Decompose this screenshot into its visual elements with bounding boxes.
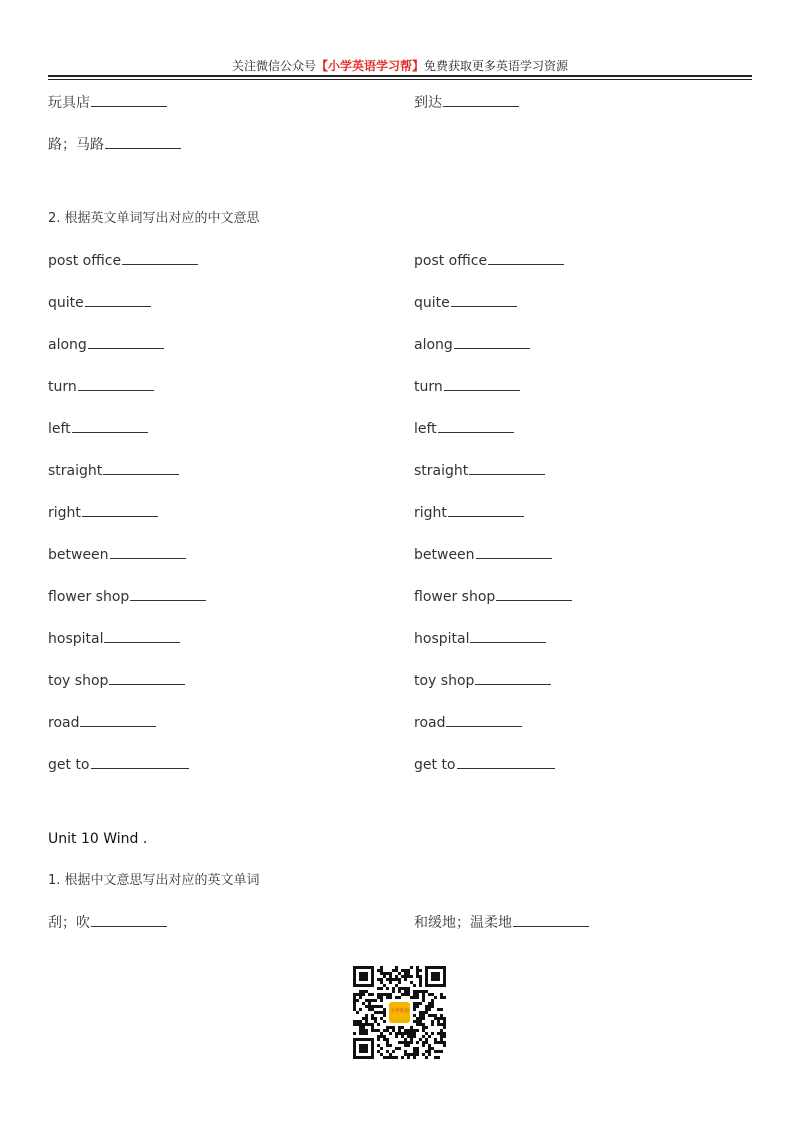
item-label: left [414,421,437,437]
item-label: 玩具店 [48,95,90,111]
answer-blank[interactable] [110,546,186,559]
answer-blank[interactable] [82,504,158,517]
list-item [48,914,167,932]
list-item [48,756,189,774]
list-item [48,136,181,154]
item-label: turn [48,379,77,395]
list-item [414,378,520,396]
section-heading: 1. 根据中文意思写出对应的英文单词 [48,873,260,888]
answer-blank[interactable] [454,336,530,349]
answer-blank[interactable] [85,294,151,307]
item-label: between [414,547,475,563]
section-heading: 2. 根据英文单词写出对应的中文意思 [48,211,260,226]
list-item [48,714,156,732]
item-label: road [48,715,80,731]
item-label: along [48,337,87,353]
item-label: get to [48,757,90,773]
list-item [414,94,519,112]
header-suffix: 免费获取更多英语学习资源 [424,59,569,73]
item-label: 和缓地；温柔地 [414,915,512,931]
list-item [48,546,186,564]
list-item [414,630,546,648]
item-label: post office [48,253,122,269]
header-divider [48,75,752,77]
list-item [48,294,151,312]
item-label: between [48,547,109,563]
answer-blank[interactable] [103,462,179,475]
item-label: along [414,337,453,353]
item-label: quite [48,295,84,311]
list-item [48,378,154,396]
item-label: left [48,421,71,437]
page-header [48,58,752,74]
answer-blank[interactable] [448,504,524,517]
list-item [48,94,167,112]
list-item [48,420,148,438]
list-item [414,714,522,732]
answer-blank[interactable] [438,420,514,433]
list-item [414,588,572,606]
item-label: hospital [48,631,104,647]
answer-blank[interactable] [105,136,181,149]
item-label: road [414,715,446,731]
list-item [48,672,185,690]
answer-blank[interactable] [446,714,522,727]
list-item [414,462,545,480]
header-highlight: 【小学英语学习帮】 [315,59,424,73]
item-label: toy shop [414,673,475,689]
answer-blank[interactable] [475,672,551,685]
answer-blank[interactable] [451,294,517,307]
list-item [414,294,517,312]
answer-blank[interactable] [104,630,180,643]
item-label: quite [414,295,450,311]
answer-blank[interactable] [513,914,589,927]
list-item [414,420,514,438]
answer-blank[interactable] [470,630,546,643]
item-label: get to [414,757,456,773]
answer-blank[interactable] [91,756,189,769]
list-item [48,630,180,648]
item-label: turn [414,379,443,395]
list-item [48,504,158,522]
list-item [414,914,589,932]
list-item [48,462,179,480]
list-item [414,252,564,270]
item-label: 路；马路 [48,137,104,153]
answer-blank[interactable] [444,378,520,391]
answer-blank[interactable] [488,252,564,265]
answer-blank[interactable] [130,588,206,601]
answer-blank[interactable] [91,94,167,107]
item-label: toy shop [48,673,109,689]
item-label: right [48,505,81,521]
answer-blank[interactable] [91,914,167,927]
list-item [414,672,551,690]
list-item [414,756,555,774]
answer-blank[interactable] [476,546,552,559]
answer-blank[interactable] [72,420,148,433]
answer-blank[interactable] [109,672,185,685]
answer-blank[interactable] [122,252,198,265]
list-item [414,546,552,564]
qr-logo-text: 小学英语 [389,1009,410,1015]
header-divider-thin [48,79,752,80]
unit-title: Unit 10 Wind . [48,831,148,847]
item-label: flower shop [48,589,130,605]
answer-blank[interactable] [88,336,164,349]
list-item [414,504,524,522]
answer-blank[interactable] [80,714,156,727]
answer-blank[interactable] [78,378,154,391]
answer-blank[interactable] [469,462,545,475]
item-label: post office [414,253,488,269]
item-label: straight [414,463,469,479]
list-item [48,336,164,354]
item-label: flower shop [414,589,496,605]
item-label: 到达 [414,95,442,111]
list-item [48,588,206,606]
answer-blank[interactable] [496,588,572,601]
item-label: 刮；吹 [48,915,90,931]
answer-blank[interactable] [457,756,555,769]
answer-blank[interactable] [443,94,519,107]
item-label: right [414,505,447,521]
list-item [414,336,530,354]
list-item [48,252,198,270]
item-label: straight [48,463,103,479]
item-label: hospital [414,631,470,647]
header-prefix: 关注微信公众号 [231,59,316,73]
qr-code-icon [353,966,446,1059]
